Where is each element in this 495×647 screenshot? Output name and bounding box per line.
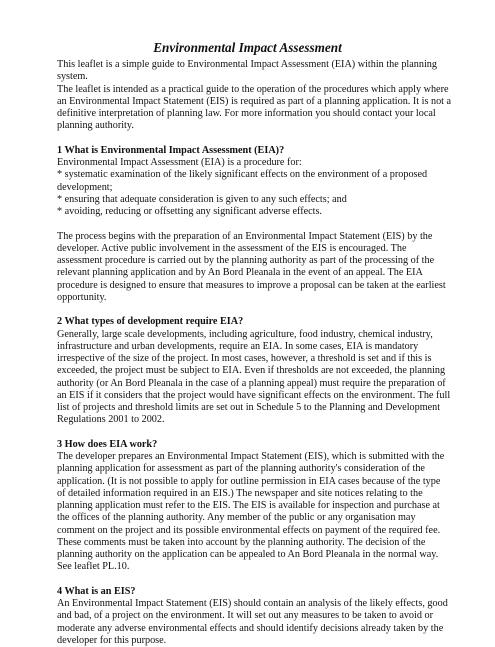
page-title: Environmental Impact Assessment (153, 40, 342, 55)
text-line: The developer prepares an Environmental Impact Statement (EIS), which is submitted with the (57, 451, 445, 462)
section-1 (57, 145, 449, 219)
text-line: planning authority on the application can be appealed to An Bord Pleanala in the normal way. (57, 549, 439, 560)
text-line: Regulations 2001 to 2002. (57, 414, 165, 426)
text-line: planning authority. (57, 120, 134, 132)
text-line: application. (It is not possible to apply for outline permission in EIA cases because of the type (57, 475, 441, 487)
document-body (57, 59, 452, 647)
section-heading: 3 How does EIA work? (57, 438, 158, 450)
text-line: comment on the project and its possible environmental effects on payment of the required fee. (57, 524, 441, 536)
text-line: moderate any adverse environmental effects and should identify decisions already taken by the (57, 622, 444, 634)
text-line: system. (57, 71, 88, 83)
text-line: infrastructure and urban developments, require an EIA. In some cases, EIA is mandatory (57, 340, 419, 352)
text-line: procedure is designed to ensure that measures to improve a proposal can be taken at the earliest (57, 279, 446, 291)
text-line: the offices of the planning authority. Any member of the public or any organisation may (57, 512, 416, 524)
bullet-line: * ensuring that adequate consideration is given to any such effects; and (57, 193, 347, 205)
text-line: planning application for assessment as part of the planning authority's consideration of the (57, 463, 425, 475)
text-line: developer for this purpose. (57, 634, 167, 646)
text-line: and bad, of a project on the environment. It will set out any measures to be taken to avoid or (57, 610, 433, 622)
text-line: relevant planning application and by An Bord Pleanala in the event of an appeal. The EIA (57, 267, 423, 279)
text-line: See leaflet PL.10. (57, 561, 130, 573)
section-heading: 1 What is Environmental Impact Assessment (EIA)? (57, 144, 285, 156)
text-line: development; (57, 181, 113, 193)
text-line: definitive interpretation of planning law. For more information you should contact your local (57, 108, 436, 119)
text-line: assessment procedure is carried out by the planning authority as part of the processing of the (57, 255, 435, 266)
text-line: of detailed information required in an EIS.) The newspaper and site notices relating to the (57, 487, 423, 499)
text-line: Environmental Impact Assessment (EIA) is a procedure for: (57, 157, 302, 168)
text-line: exceeded, the project must be subject to EIA. Even if thresholds are not exceeded, the planning (57, 365, 446, 377)
text-line: list of projects and threshold limits are set out in Schedule 5 to the Planning and Development (57, 402, 441, 413)
bullet-line: * systematic examination of the likely significant effects on the environment of a proposed (57, 169, 428, 181)
section-2 (57, 316, 449, 426)
section-heading: 4 What is an EIS? (57, 585, 136, 597)
text-line: These comments must be taken into account by the planning authority. The decision of the (57, 536, 426, 548)
text-line: An Environmental Impact Statement (EIS) should contain an analysis of the likely effects, good (57, 598, 448, 609)
text-line: The process begins with the preparation of an Environmental Impact Statement (EIS) by the (57, 230, 433, 242)
text-line: developer. Active public involvement in the assessment of the EIS is encouraged. The (57, 242, 407, 254)
section-3 (57, 439, 449, 574)
text-line: authority (or An Bord Pleanala in the case of a planning appeal) must require the preparation of (57, 377, 446, 389)
text-line: an EIS if it considers that the project would have significant effects on the environment. The full (57, 389, 451, 401)
section-heading: 2 What types of development require EIA? (57, 316, 244, 328)
text-line: The leaflet is intended as a practical guide to the operation of the procedures which apply where (57, 83, 449, 95)
text-line: opportunity. (57, 291, 107, 303)
bullet-line: * avoiding, reducing or offsetting any significant adverse effects. (57, 206, 322, 217)
process-paragraph (57, 231, 449, 305)
intro-paragraph (57, 59, 452, 133)
section-4 (57, 586, 449, 647)
text-line: This leaflet is a simple guide to Environmental Impact Assessment (EIA) within the planning (57, 59, 437, 70)
text-line: Generally, large scale developments, including agriculture, food industry, chemical industry, (57, 328, 433, 340)
text-line: irrespective of the size of the project. In most cases, however, a threshold is set and if this is (57, 353, 432, 364)
text-line: an Environmental Impact Statement (EIS) is required as part of a planning application. It is not a (57, 95, 452, 107)
text-line: planning application must refer to the EIS. The EIS is available for inspection and purchase at (57, 500, 440, 511)
